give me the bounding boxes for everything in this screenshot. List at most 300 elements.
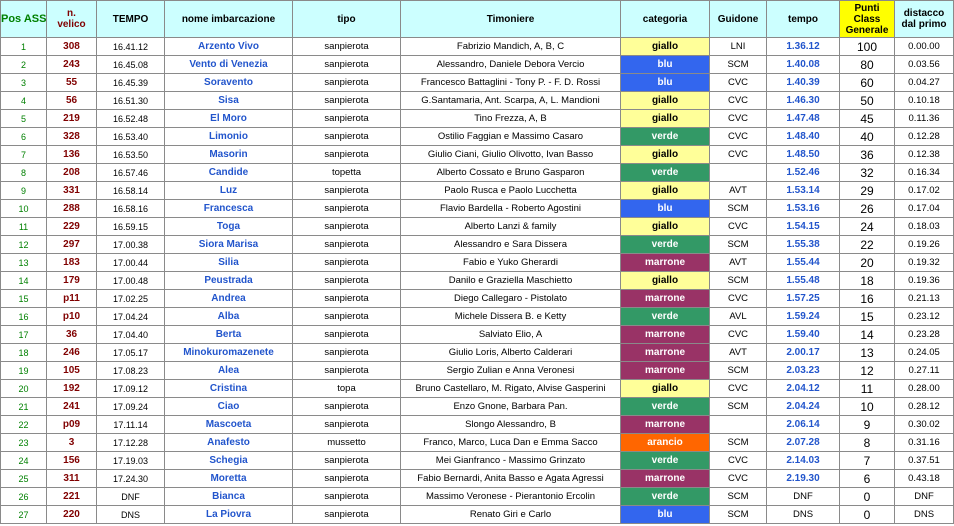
cell-distacco: 0.17.04 [895, 200, 954, 218]
cell-tempo-compensato: 1.40.39 [767, 74, 840, 92]
cell-punti: 12 [840, 362, 895, 380]
cell-velico: 311 [47, 470, 97, 488]
cell-boat-name: Moretta [165, 470, 293, 488]
header-nome: nome imbarcazione [165, 1, 293, 38]
table-row [1, 326, 954, 344]
cell-timoniere: Enzo Gnone, Barbara Pan. [401, 398, 621, 416]
cell-categoria: giallo [621, 38, 710, 56]
cell-guidone: AVL [710, 308, 767, 326]
cell-velico: 105 [47, 362, 97, 380]
cell-pos: 8 [1, 164, 47, 182]
cell-distacco: DNF [895, 488, 954, 506]
cell-timoniere: Flavio Bardella - Roberto Agostini [401, 200, 621, 218]
cell-tempo: 16.59.15 [97, 218, 165, 236]
header-tipo: tipo [293, 1, 401, 38]
cell-tempo: 17.08.23 [97, 362, 165, 380]
header-punti [840, 1, 895, 38]
cell-distacco: 0.12.28 [895, 128, 954, 146]
header-punti-line1: Punti [854, 2, 880, 14]
cell-velico: 241 [47, 398, 97, 416]
cell-tipo: sanpierota [293, 290, 401, 308]
header-velico-line1: n. [67, 8, 76, 19]
cell-boat-name: Alea [165, 362, 293, 380]
cell-velico: 229 [47, 218, 97, 236]
cell-tempo: 16.53.40 [97, 128, 165, 146]
cell-punti: 8 [840, 434, 895, 452]
cell-boat-name: Luz [165, 182, 293, 200]
cell-pos: 2 [1, 56, 47, 74]
cell-timoniere: G.Santamaria, Ant. Scarpa, A, L. Mandioni [401, 92, 621, 110]
header-velico-line2: velico [57, 19, 86, 30]
cell-categoria: marrone [621, 470, 710, 488]
cell-tempo: 16.41.12 [97, 38, 165, 56]
table-row [1, 272, 954, 290]
cell-guidone: LNI [710, 38, 767, 56]
cell-velico: 308 [47, 38, 97, 56]
cell-categoria: marrone [621, 290, 710, 308]
cell-pos: 27 [1, 506, 47, 524]
cell-velico: 288 [47, 200, 97, 218]
cell-categoria: verde [621, 452, 710, 470]
cell-tipo: sanpierota [293, 272, 401, 290]
cell-boat-name: Ciao [165, 398, 293, 416]
cell-tempo: 17.00.44 [97, 254, 165, 272]
table-row [1, 398, 954, 416]
cell-velico: 55 [47, 74, 97, 92]
cell-velico: p10 [47, 308, 97, 326]
cell-timoniere: Alessandro e Sara Dissera [401, 236, 621, 254]
cell-tempo: 16.58.14 [97, 182, 165, 200]
cell-velico: p09 [47, 416, 97, 434]
cell-distacco: 0.23.12 [895, 308, 954, 326]
cell-tempo: 16.53.50 [97, 146, 165, 164]
cell-tempo-compensato: 1.47.48 [767, 110, 840, 128]
cell-tempo-compensato: 2.00.17 [767, 344, 840, 362]
cell-pos: 9 [1, 182, 47, 200]
header-row [1, 1, 954, 38]
table-row [1, 488, 954, 506]
cell-velico: 219 [47, 110, 97, 128]
cell-tipo: sanpierota [293, 488, 401, 506]
cell-distacco: 0.27.11 [895, 362, 954, 380]
cell-distacco: 0.43.18 [895, 470, 954, 488]
cell-boat-name: Silia [165, 254, 293, 272]
cell-pos: 17 [1, 326, 47, 344]
cell-boat-name: Arzento Vivo [165, 38, 293, 56]
cell-pos: 3 [1, 74, 47, 92]
header-timoniere: Timoniere [401, 1, 621, 38]
cell-velico: 246 [47, 344, 97, 362]
cell-guidone: SCM [710, 488, 767, 506]
cell-timoniere: Giulio Ciani, Giulio Olivotto, Ivan Basso [401, 146, 621, 164]
cell-categoria: blu [621, 74, 710, 92]
cell-tempo-compensato: 1.59.24 [767, 308, 840, 326]
cell-tipo: topetta [293, 164, 401, 182]
cell-guidone: CVC [710, 110, 767, 128]
cell-velico: 221 [47, 488, 97, 506]
cell-timoniere: Ostilio Faggian e Massimo Casaro [401, 128, 621, 146]
cell-boat-name: La Piovra [165, 506, 293, 524]
cell-tempo-compensato: 1.54.15 [767, 218, 840, 236]
cell-tempo: 17.05.17 [97, 344, 165, 362]
cell-timoniere: Francesco Battaglini - Tony P. - F. D. Rossi [401, 74, 621, 92]
cell-timoniere: Salviato Elio, A [401, 326, 621, 344]
cell-timoniere: Tino Frezza, A, B [401, 110, 621, 128]
cell-tempo: 16.58.16 [97, 200, 165, 218]
table-row [1, 380, 954, 398]
cell-tempo: 17.24.30 [97, 470, 165, 488]
cell-velico: 220 [47, 506, 97, 524]
table-row [1, 56, 954, 74]
cell-timoniere: Massimo Veronese - Pierantonio Ercolin [401, 488, 621, 506]
cell-tipo: sanpierota [293, 416, 401, 434]
cell-tipo: sanpierota [293, 110, 401, 128]
cell-categoria: giallo [621, 218, 710, 236]
cell-velico: 156 [47, 452, 97, 470]
cell-punti: 6 [840, 470, 895, 488]
cell-boat-name: Peustrada [165, 272, 293, 290]
cell-timoniere: Sergio Zulian e Anna Veronesi [401, 362, 621, 380]
cell-boat-name: Mascoeta [165, 416, 293, 434]
cell-timoniere: Michele Dissera B. e Ketty [401, 308, 621, 326]
cell-guidone [710, 416, 767, 434]
cell-boat-name: Andrea [165, 290, 293, 308]
cell-guidone: SCM [710, 272, 767, 290]
cell-boat-name: Francesca [165, 200, 293, 218]
cell-pos: 14 [1, 272, 47, 290]
cell-distacco: DNS [895, 506, 954, 524]
cell-guidone: AVT [710, 182, 767, 200]
cell-tempo-compensato: 1.55.44 [767, 254, 840, 272]
cell-guidone [710, 164, 767, 182]
cell-tempo-compensato: 1.48.50 [767, 146, 840, 164]
cell-pos: 13 [1, 254, 47, 272]
cell-boat-name: Berta [165, 326, 293, 344]
header-punti-line3: Generale [845, 24, 889, 36]
cell-boat-name: El Moro [165, 110, 293, 128]
cell-categoria: giallo [621, 380, 710, 398]
cell-punti: 45 [840, 110, 895, 128]
cell-pos: 6 [1, 128, 47, 146]
cell-categoria: giallo [621, 92, 710, 110]
cell-tempo-compensato: 1.46.30 [767, 92, 840, 110]
cell-distacco: 0.28.12 [895, 398, 954, 416]
cell-distacco: 0.18.03 [895, 218, 954, 236]
table-row [1, 38, 954, 56]
cell-velico: 36 [47, 326, 97, 344]
cell-categoria: arancio [621, 434, 710, 452]
cell-pos: 19 [1, 362, 47, 380]
cell-tipo: sanpierota [293, 362, 401, 380]
table-row [1, 128, 954, 146]
cell-tipo: sanpierota [293, 398, 401, 416]
cell-timoniere: Fabrizio Mandich, A, B, C [401, 38, 621, 56]
header-guidone: Guidone [710, 1, 767, 38]
cell-guidone: CVC [710, 92, 767, 110]
table-row [1, 344, 954, 362]
cell-tempo-compensato: DNF [767, 488, 840, 506]
cell-categoria: giallo [621, 182, 710, 200]
cell-tempo-compensato: 1.55.48 [767, 272, 840, 290]
cell-distacco: 0.24.05 [895, 344, 954, 362]
cell-guidone: CVC [710, 380, 767, 398]
table-row [1, 92, 954, 110]
cell-guidone: SCM [710, 236, 767, 254]
cell-tipo: sanpierota [293, 326, 401, 344]
cell-guidone: CVC [710, 146, 767, 164]
cell-velico: 331 [47, 182, 97, 200]
cell-timoniere: Slongo Alessandro, B [401, 416, 621, 434]
cell-distacco: 0.19.26 [895, 236, 954, 254]
table-row [1, 254, 954, 272]
cell-punti: 16 [840, 290, 895, 308]
cell-punti: 15 [840, 308, 895, 326]
cell-boat-name: Toga [165, 218, 293, 236]
cell-guidone: CVC [710, 470, 767, 488]
cell-tempo: 17.04.24 [97, 308, 165, 326]
cell-categoria: verde [621, 398, 710, 416]
cell-distacco: 0.19.32 [895, 254, 954, 272]
cell-tempo: 16.57.46 [97, 164, 165, 182]
header-categoria: categoria [621, 1, 710, 38]
cell-punti: 80 [840, 56, 895, 74]
cell-tempo: 16.45.39 [97, 74, 165, 92]
cell-tipo: sanpierota [293, 128, 401, 146]
cell-guidone: AVT [710, 344, 767, 362]
cell-tempo-compensato: 2.04.12 [767, 380, 840, 398]
cell-timoniere: Alberto Cossato e Bruno Gasparon [401, 164, 621, 182]
cell-velico: 297 [47, 236, 97, 254]
cell-tempo-compensato: 1.36.12 [767, 38, 840, 56]
cell-distacco: 0.21.13 [895, 290, 954, 308]
table-row [1, 236, 954, 254]
cell-distacco: 0.30.02 [895, 416, 954, 434]
cell-tipo: sanpierota [293, 218, 401, 236]
cell-pos: 23 [1, 434, 47, 452]
cell-categoria: marrone [621, 362, 710, 380]
table-row [1, 74, 954, 92]
cell-timoniere: Danilo e Graziella Maschietto [401, 272, 621, 290]
cell-punti: 40 [840, 128, 895, 146]
cell-velico: 56 [47, 92, 97, 110]
cell-punti: 10 [840, 398, 895, 416]
cell-tipo: sanpierota [293, 254, 401, 272]
cell-velico: 208 [47, 164, 97, 182]
cell-timoniere: Diego Callegaro - Pistolato [401, 290, 621, 308]
cell-punti: 24 [840, 218, 895, 236]
cell-tempo: 17.00.38 [97, 236, 165, 254]
cell-boat-name: Schegia [165, 452, 293, 470]
cell-punti: 26 [840, 200, 895, 218]
cell-tempo-compensato: 2.19.30 [767, 470, 840, 488]
header-distacco-line2: dal primo [901, 19, 947, 30]
cell-tipo: sanpierota [293, 74, 401, 92]
cell-timoniere: Paolo Rusca e Paolo Lucchetta [401, 182, 621, 200]
cell-tempo-compensato: 1.53.16 [767, 200, 840, 218]
cell-punti: 100 [840, 38, 895, 56]
cell-tempo-compensato: 1.48.40 [767, 128, 840, 146]
cell-tipo: sanpierota [293, 470, 401, 488]
cell-pos: 10 [1, 200, 47, 218]
table-row [1, 164, 954, 182]
cell-distacco: 0.17.02 [895, 182, 954, 200]
cell-pos: 5 [1, 110, 47, 128]
cell-tempo: DNF [97, 488, 165, 506]
cell-boat-name: Soravento [165, 74, 293, 92]
cell-distacco: 0.19.36 [895, 272, 954, 290]
cell-tempo: 17.00.48 [97, 272, 165, 290]
cell-tempo-compensato: 2.14.03 [767, 452, 840, 470]
cell-punti: 7 [840, 452, 895, 470]
cell-boat-name: Anafesto [165, 434, 293, 452]
cell-tempo-compensato: 1.53.14 [767, 182, 840, 200]
cell-pos: 11 [1, 218, 47, 236]
cell-timoniere: Bruno Castellaro, M. Rigato, Alvise Gasperini [401, 380, 621, 398]
cell-punti: 32 [840, 164, 895, 182]
cell-pos: 4 [1, 92, 47, 110]
cell-categoria: verde [621, 128, 710, 146]
cell-tipo: sanpierota [293, 308, 401, 326]
cell-guidone: AVT [710, 254, 767, 272]
cell-tipo: sanpierota [293, 38, 401, 56]
cell-timoniere: Fabio Bernardi, Anita Basso e Agata Agressi [401, 470, 621, 488]
cell-tempo-compensato: 1.40.08 [767, 56, 840, 74]
cell-distacco: 0.00.00 [895, 38, 954, 56]
cell-velico: 328 [47, 128, 97, 146]
cell-timoniere: Giulio Loris, Alberto Calderari [401, 344, 621, 362]
cell-pos: 12 [1, 236, 47, 254]
cell-timoniere: Franco, Marco, Luca Dan e Emma Sacco [401, 434, 621, 452]
table-row [1, 182, 954, 200]
cell-tipo: sanpierota [293, 452, 401, 470]
cell-tipo: sanpierota [293, 146, 401, 164]
cell-boat-name: Vento di Venezia [165, 56, 293, 74]
cell-guidone: SCM [710, 506, 767, 524]
table-row [1, 218, 954, 236]
cell-categoria: blu [621, 56, 710, 74]
cell-pos: 20 [1, 380, 47, 398]
cell-punti: 11 [840, 380, 895, 398]
cell-boat-name: Cristina [165, 380, 293, 398]
cell-tempo-compensato: 1.52.46 [767, 164, 840, 182]
table-row [1, 290, 954, 308]
cell-timoniere: Alberto Lanzi & family [401, 218, 621, 236]
cell-guidone: CVC [710, 290, 767, 308]
cell-distacco: 0.04.27 [895, 74, 954, 92]
header-pos: Pos ASS [1, 1, 47, 38]
cell-pos: 16 [1, 308, 47, 326]
cell-tempo-compensato: DNS [767, 506, 840, 524]
cell-boat-name: Candide [165, 164, 293, 182]
cell-velico: 192 [47, 380, 97, 398]
cell-punti: 14 [840, 326, 895, 344]
cell-timoniere: Fabio e Yuko Gherardi [401, 254, 621, 272]
cell-categoria: verde [621, 236, 710, 254]
header-distacco [895, 1, 954, 38]
cell-distacco: 0.23.28 [895, 326, 954, 344]
cell-velico: 179 [47, 272, 97, 290]
cell-boat-name: Bianca [165, 488, 293, 506]
cell-velico: 136 [47, 146, 97, 164]
cell-boat-name: Limonio [165, 128, 293, 146]
cell-categoria: giallo [621, 272, 710, 290]
cell-pos: 22 [1, 416, 47, 434]
cell-velico: 243 [47, 56, 97, 74]
cell-tipo: sanpierota [293, 506, 401, 524]
cell-punti: 29 [840, 182, 895, 200]
header-distacco-line1: distacco [903, 8, 945, 19]
table-row [1, 416, 954, 434]
cell-tempo: 16.45.08 [97, 56, 165, 74]
header-tempo: TEMPO [97, 1, 165, 38]
cell-tempo-compensato: 2.07.28 [767, 434, 840, 452]
cell-tempo: 17.04.40 [97, 326, 165, 344]
cell-tipo: sanpierota [293, 182, 401, 200]
cell-boat-name: Siora Marisa [165, 236, 293, 254]
cell-pos: 26 [1, 488, 47, 506]
table-row [1, 434, 954, 452]
cell-boat-name: Masorin [165, 146, 293, 164]
cell-guidone: SCM [710, 56, 767, 74]
cell-categoria: marrone [621, 326, 710, 344]
cell-guidone: CVC [710, 74, 767, 92]
table-row [1, 506, 954, 524]
cell-tipo: topa [293, 380, 401, 398]
cell-punti: 22 [840, 236, 895, 254]
cell-velico: 3 [47, 434, 97, 452]
cell-punti: 60 [840, 74, 895, 92]
cell-boat-name: Alba [165, 308, 293, 326]
cell-distacco: 0.37.51 [895, 452, 954, 470]
cell-categoria: blu [621, 506, 710, 524]
cell-tipo: sanpierota [293, 344, 401, 362]
cell-tempo: 17.09.24 [97, 398, 165, 416]
header-tempo-compensato: tempo [767, 1, 840, 38]
cell-timoniere: Mei Gianfranco - Massimo Grinzato [401, 452, 621, 470]
cell-distacco: 0.12.38 [895, 146, 954, 164]
cell-pos: 1 [1, 38, 47, 56]
cell-tipo: mussetto [293, 434, 401, 452]
cell-distacco: 0.03.56 [895, 56, 954, 74]
cell-categoria: verde [621, 164, 710, 182]
cell-guidone: SCM [710, 434, 767, 452]
cell-guidone: SCM [710, 362, 767, 380]
cell-categoria: blu [621, 200, 710, 218]
cell-tempo-compensato: 1.55.38 [767, 236, 840, 254]
cell-guidone: SCM [710, 398, 767, 416]
cell-tempo: 17.02.25 [97, 290, 165, 308]
cell-tempo: 17.12.28 [97, 434, 165, 452]
cell-tempo-compensato: 1.59.40 [767, 326, 840, 344]
table-row [1, 362, 954, 380]
cell-punti: 20 [840, 254, 895, 272]
cell-distacco: 0.28.00 [895, 380, 954, 398]
cell-tempo-compensato: 2.06.14 [767, 416, 840, 434]
table-row [1, 146, 954, 164]
cell-guidone: CVC [710, 218, 767, 236]
cell-tempo-compensato: 2.04.24 [767, 398, 840, 416]
cell-pos: 7 [1, 146, 47, 164]
cell-tempo: DNS [97, 506, 165, 524]
cell-punti: 36 [840, 146, 895, 164]
header-velico [47, 1, 97, 38]
cell-velico: p11 [47, 290, 97, 308]
cell-pos: 21 [1, 398, 47, 416]
cell-punti: 13 [840, 344, 895, 362]
header-punti-line2: Class [853, 13, 881, 25]
cell-tempo: 16.52.48 [97, 110, 165, 128]
results-body [1, 38, 954, 524]
